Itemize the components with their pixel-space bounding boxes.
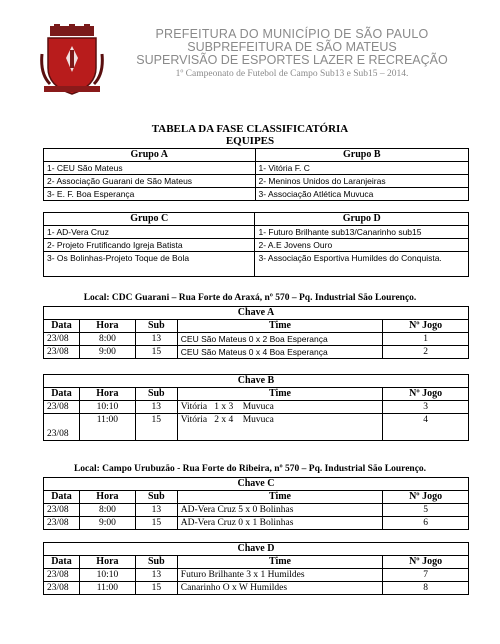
chave-d-title: Chave D [44,543,469,556]
col-jogo: Nº Jogo [383,320,469,333]
col-time: Time [177,491,382,504]
page-title: TABELA DA FASE CLASSIFICATÓRIA [151,123,349,135]
cell-time: AD-Vera Cruz 5 x 0 Bolinhas [177,504,382,517]
col-jogo: Nº Jogo [383,388,469,401]
cell-jogo: 3 [383,401,469,414]
cell-time: AD-Vera Cruz 0 x 1 Bolinhas [177,517,382,530]
col-hora: Hora [79,320,135,333]
col-jogo: Nº Jogo [383,491,469,504]
header-line-2: SUBPREFEITURA DE SÃO MATEUS [187,40,397,54]
table-row [44,582,469,595]
col-sub: Sub [135,388,177,401]
cell-jogo: 8 [383,582,469,595]
cell-jogo: 1 [383,333,469,346]
page-header [40,24,470,94]
cell-hora: 11:00 [79,414,135,441]
cell-jogo: 2 [383,346,469,359]
col-hora: Hora [79,388,135,401]
group-b-team-2: 2- Meninos Unidos do Laranjeiras [255,175,469,188]
col-data: Data [44,320,80,333]
cell-data: 23/08 [44,569,80,582]
table-row [44,504,469,517]
cell-time: CEU São Mateus 0 x 4 Boa Esperança [177,346,382,359]
chave-b-table [43,374,469,441]
cell-data: 23/08 [44,414,80,441]
cell-time: Canarinho O x W Humildes [177,582,382,595]
col-time: Time [177,556,382,569]
chave-c-table [43,477,469,530]
cell-sub: 15 [135,582,177,595]
chave-a-title: Chave A [44,307,469,320]
cell-sub: 15 [135,414,177,441]
header-line-3: SUPERVISÃO DE ESPORTES LAZER E RECREAÇÃO [136,53,448,67]
cell-data: 23/08 [44,504,80,517]
cell-hora: 9:00 [79,517,135,530]
table-row [44,569,469,582]
col-hora: Hora [79,556,135,569]
cell-time: Futuro Brilhante 3 x 1 Humildes [177,569,382,582]
cell-hora: 10:10 [79,569,135,582]
header-line-1: PREFEITURA DO MUNICÍPIO DE SÃO PAULO [155,27,429,41]
group-b-team-1: 1- Vitória F. C [255,162,469,175]
cell-data: 23/08 [44,346,80,359]
col-data: Data [44,556,80,569]
col-sub: Sub [135,320,177,333]
cell-data: 23/08 [44,517,80,530]
cell-jogo: 7 [383,569,469,582]
page-subtitle: EQUIPES [225,135,275,147]
cell-hora: 10:10 [79,401,135,414]
group-c-team-3: 3- Os Bolinhas-Projeto Toque de Bola [44,252,255,277]
col-data: Data [44,491,80,504]
table-row [44,333,469,346]
cell-hora: 8:00 [79,333,135,346]
col-data: Data [44,388,80,401]
group-a-team-1: 1- CEU São Mateus [44,162,256,175]
cell-sub: 15 [135,517,177,530]
table-row [44,346,469,359]
group-c-team-1: 1- AD-Vera Cruz [44,226,255,239]
venue-1: Local: CDC Guarani – Rua Forte do Araxá, nº 570 – Pq. Industrial São Lourenço. [83,293,417,303]
table-row [44,414,469,441]
group-d-team-3: 3- Associação Esportiva Humildes do Conquista. [255,252,469,277]
col-hora: Hora [79,491,135,504]
table-row [44,401,469,414]
group-b-title: Grupo B [255,149,469,162]
group-a-team-3: 3- E. F. Boa Esperança [44,188,256,201]
col-jogo: Nº Jogo [383,556,469,569]
cell-data: 23/08 [44,401,80,414]
header-line-4: 1º Campeonato de Futebol de Campo Sub13 e Sub15 – 2014. [175,69,409,79]
cell-sub: 15 [135,346,177,359]
city-crest-logo [40,24,104,96]
col-time: Time [177,388,383,401]
group-c-team-2: 2- Projeto Frutificando Igreja Batista [44,239,255,252]
cell-time: Vitória 2 x 4 Muvuca [177,414,383,441]
cell-jogo: 5 [383,504,469,517]
group-d-team-2: 2- A.E Jovens Ouro [255,239,469,252]
col-sub: Sub [135,556,177,569]
cell-data: 23/08 [44,333,80,346]
cell-sub: 13 [135,504,177,517]
col-time: Time [177,320,382,333]
cell-time: CEU São Mateus 0 x 2 Boa Esperança [177,333,382,346]
group-a-title: Grupo A [44,149,256,162]
cell-time: Vitória 1 x 3 Muvuca [177,401,383,414]
groups-cd-table [43,212,469,277]
cell-hora: 9:00 [79,346,135,359]
group-c-title: Grupo C [44,213,255,226]
col-sub: Sub [135,491,177,504]
cell-sub: 13 [135,401,177,414]
chave-a-table [43,306,469,359]
cell-hora: 11:00 [79,582,135,595]
venue-2: Local: Campo Urubuzão - Rua Forte do Ribeira, nº 570 – Pq. Industrial São Lourenço. [73,464,427,474]
chave-b-title: Chave B [44,375,469,388]
chave-d-table [43,542,469,595]
cell-sub: 13 [135,333,177,346]
group-a-team-2: 2- Associação Guarani de São Mateus [44,175,256,188]
chave-c-title: Chave C [44,478,469,491]
cell-jogo: 4 [383,414,469,441]
cell-hora: 8:00 [79,504,135,517]
cell-jogo: 6 [383,517,469,530]
cell-data: 23/08 [44,582,80,595]
group-b-team-3: 3- Associação Atlética Muvuca [255,188,469,201]
cell-sub: 13 [135,569,177,582]
groups-ab-table [43,148,469,201]
group-d-title: Grupo D [255,213,469,226]
table-row [44,517,469,530]
group-d-team-1: 1- Futuro Brilhante sub13/Canarinho sub15 [255,226,469,239]
